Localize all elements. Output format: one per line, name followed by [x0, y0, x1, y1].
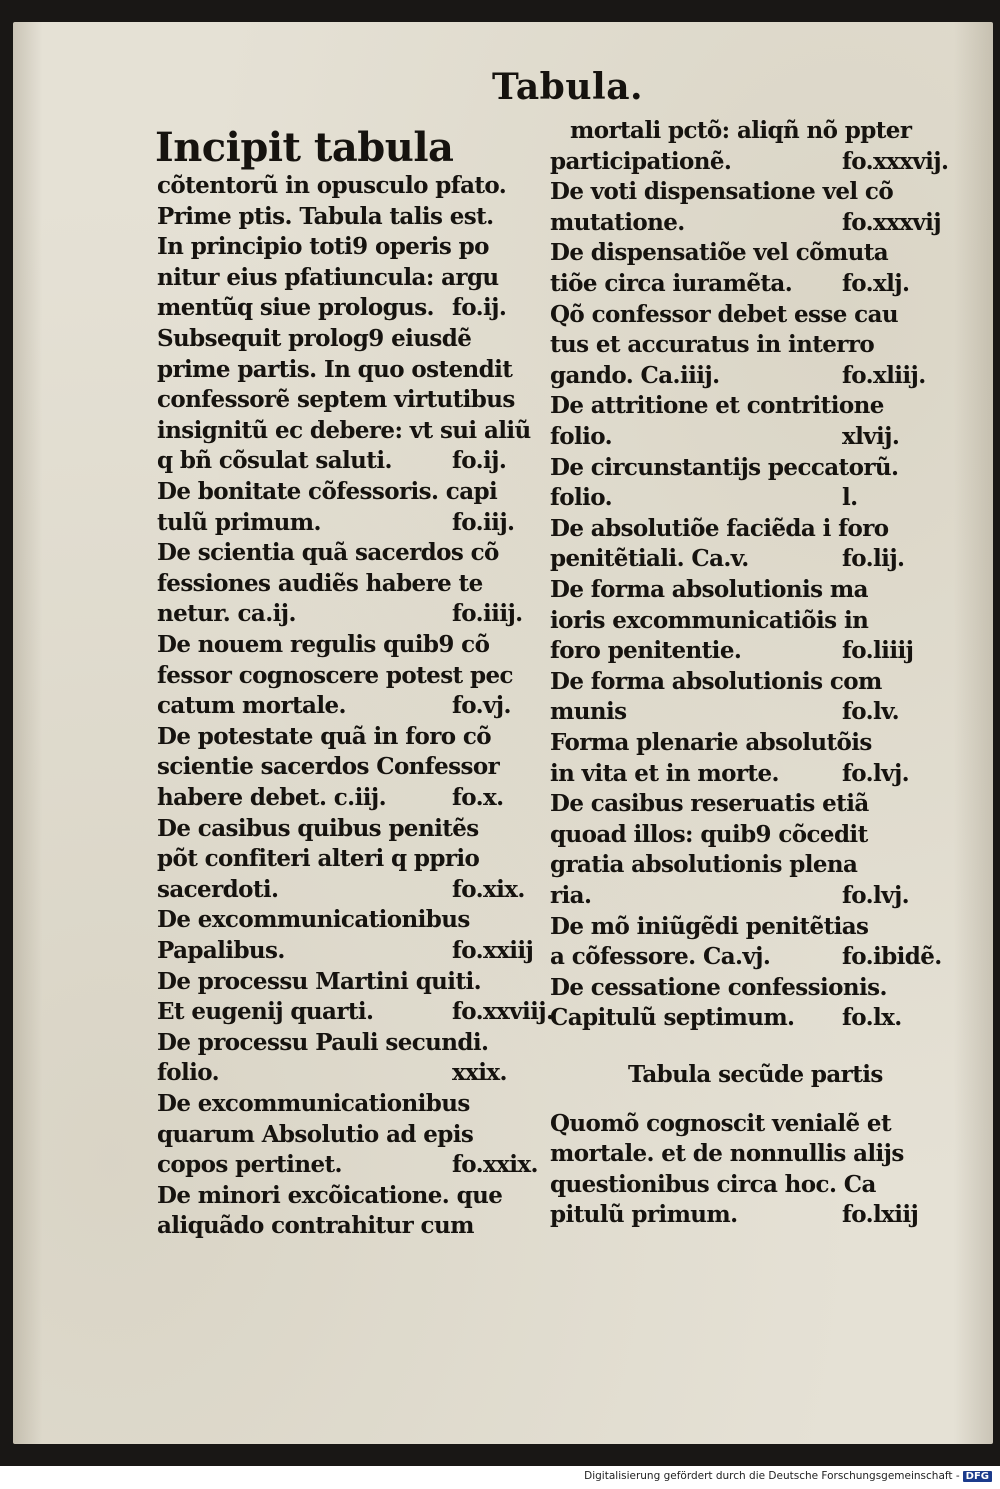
folio-reference: l. [842, 484, 858, 512]
entry-text: foro penitentie. [550, 637, 742, 665]
folio-reference: fo.lvj. [842, 759, 910, 787]
entry-text: De minori excõicatione. que [157, 1181, 503, 1209]
entry-text: a cõfessore. Ca.vj. [550, 943, 771, 971]
folio-reference: fo.vj. [452, 692, 511, 720]
entry-text: De mõ iniũgẽdi penitẽtias [550, 912, 869, 940]
folio-reference: fo.lxiij [842, 1201, 919, 1229]
table-entry-line [157, 937, 534, 965]
entry-text: ria. [550, 882, 592, 909]
table-entry-line [550, 178, 893, 206]
entry-text: q bñ cõsulat saluti. [157, 447, 392, 475]
table-entry-line [550, 790, 869, 818]
table-entry-line [570, 117, 911, 145]
table-entry-line [157, 998, 554, 1026]
table-entry-line [550, 484, 858, 512]
entry-text: tiõe circa iuramẽta. [550, 270, 793, 297]
entry-text: De excommunicationibus [157, 1090, 470, 1117]
table-entry-line [157, 417, 531, 445]
entry-text: De nouem regulis quib9 cõ [157, 631, 490, 658]
table-entry-line [157, 723, 491, 751]
entry-text: De forma absolutionis ma [550, 576, 868, 603]
entry-text: questionibus circa hoc. Ca [550, 1170, 876, 1198]
table-entry-line [550, 1140, 904, 1168]
folio-reference: fo.liiij [842, 637, 914, 665]
entry-text: Papalibus. [157, 937, 285, 964]
entry-text: De voti dispensatione vel cõ [550, 178, 894, 206]
entry-text: mentũq siue prologus. [157, 294, 434, 322]
entry-text: Forma plenarie absolutõis [550, 729, 872, 756]
folio-reference: fo.xliij. [842, 361, 926, 389]
entry-text: De potestate quã in foro cõ [157, 722, 492, 750]
entry-text: in vita et in morte. [550, 759, 779, 787]
dfg-funding-notice [584, 1470, 992, 1482]
entry-text: folio. [550, 423, 613, 450]
table-entry-line [550, 1201, 919, 1229]
table-entry-line [157, 753, 499, 781]
table-entry-line [157, 325, 471, 353]
table-entry-line [157, 294, 507, 322]
table-entry-line [550, 208, 941, 237]
folio-reference: xlvij. [842, 423, 900, 450]
table-entry-line [550, 301, 898, 329]
entry-text: Subsequit prolog9 eiusdẽ [157, 325, 472, 352]
table-entry-line [550, 637, 914, 665]
entry-text: penitẽtiali. Ca.v. [550, 545, 749, 573]
table-entry-line [550, 974, 887, 1002]
table-entry-line [550, 270, 910, 298]
table-entry-line [157, 631, 489, 659]
entry-text: munis [550, 698, 627, 726]
folio-reference: fo.xlj. [842, 270, 910, 297]
folio-reference: fo.x. [452, 784, 504, 811]
entry-text: De processu Martini quiti. [157, 967, 482, 995]
entry-text: De casibus reseruatis etiã [550, 790, 869, 818]
table-entry-line [550, 668, 882, 696]
entry-text: netur. ca.ij. [157, 600, 296, 628]
folio-reference: fo.xxviij. [452, 998, 554, 1026]
entry-text: fessiones audiẽs habere te [157, 569, 483, 597]
table-entry-line [157, 875, 525, 904]
entry-text: habere debet. c.iij. [157, 784, 386, 811]
entry-text: folio. [157, 1059, 220, 1087]
entry-text: Tabula secũde partis [628, 1061, 883, 1088]
folio-reference: fo.ij. [452, 447, 507, 475]
table-entry-line [550, 361, 926, 390]
entry-text: fessor cognoscere potest pec [157, 661, 513, 689]
entry-text: prime partis. In quo ostendit [157, 355, 513, 383]
table-entry-line [157, 1182, 502, 1210]
folio-reference: fo.lvj. [842, 882, 910, 909]
folio-reference: fo.xxiij [452, 937, 534, 964]
table-entry-line [550, 821, 868, 849]
entry-text: mortale. et de nonnullis alijs [550, 1140, 904, 1168]
table-entry-line [157, 815, 479, 843]
table-entry-line [157, 1121, 473, 1149]
table-entry-line [157, 906, 470, 934]
entry-text: scientie sacerdos Confessor [157, 753, 500, 781]
folio-reference: fo.lx. [842, 1004, 902, 1032]
entry-text: folio. [550, 484, 613, 512]
entry-text: aliquãdo contrahitur cum [157, 1212, 474, 1240]
table-entry-line [157, 570, 483, 598]
table-entry-line [157, 1151, 538, 1179]
entry-text: tus et accuratus in interro [550, 331, 875, 359]
running-head: Tabula. [492, 66, 644, 108]
entry-text: gratia absolutionis plena [550, 851, 858, 879]
entry-text: participationẽ. [550, 147, 732, 175]
table-entry-line [157, 845, 479, 873]
folio-reference: fo.xxxvij. [842, 147, 949, 175]
table-entry-line [550, 392, 884, 420]
folio-reference: xxix. [452, 1059, 507, 1087]
entry-text: De excommunicationibus [157, 906, 470, 934]
table-entry-line [550, 729, 872, 757]
table-entry-line [628, 1061, 883, 1089]
table-entry-line [550, 698, 900, 726]
table-entry-line [550, 882, 910, 910]
entry-text: mutatione. [550, 208, 685, 236]
table-entry-line [550, 851, 857, 879]
table-entry-line [157, 692, 511, 720]
entry-text: In principio toti9 operis po [157, 233, 489, 261]
table-entry-line [157, 233, 489, 261]
entry-text: De bonitate cõfessoris. capi [157, 478, 498, 505]
incipit-heading: Incipit tabula [155, 124, 454, 171]
folio-reference: fo.iij. [452, 508, 515, 536]
table-entry-line [157, 356, 512, 384]
table-entry-line [550, 607, 868, 635]
entry-text: De cessatione confessionis. [550, 973, 887, 1001]
table-entry-line [550, 147, 949, 176]
table-entry-line [157, 784, 504, 812]
entry-text: ioris excommunicatiõis in [550, 606, 869, 634]
table-entry-line [157, 203, 494, 231]
entry-text: confessorẽ septem virtutibus [157, 386, 515, 414]
entry-text: De casibus quibus penitẽs [157, 814, 479, 842]
table-entry-line [550, 515, 888, 543]
table-entry-line [550, 239, 888, 267]
table-entry-line [550, 545, 905, 573]
folio-reference: fo.iiij. [452, 600, 523, 628]
folio-reference: fo.lij. [842, 545, 905, 573]
table-entry-line [550, 331, 874, 359]
entry-text: cõtentorũ in opusculo pfato. [157, 172, 507, 199]
table-entry-line [550, 423, 900, 451]
entry-text: De processu Pauli secundi. [157, 1028, 489, 1056]
table-entry-line [550, 759, 910, 788]
folio-reference: fo.lv. [842, 698, 900, 726]
table-entry-line [550, 576, 868, 604]
entry-text: Capitulũ septimum. [550, 1004, 795, 1032]
entry-text: quoad illos: quib9 cõcedit [550, 820, 868, 848]
entry-text: De dispensatiõe vel cõmuta [550, 239, 889, 267]
entry-text: catum mortale. [157, 692, 346, 720]
table-entry-line [157, 508, 515, 537]
entry-text: De forma absolutionis com [550, 667, 882, 695]
entry-text: põt confiteri alteri q pprio [157, 845, 480, 873]
entry-text: sacerdoti. [157, 875, 279, 903]
table-entry-line [157, 662, 513, 690]
table-entry-line [157, 1090, 470, 1118]
entry-text: nitur eius pfatiuncula: argu [157, 263, 499, 291]
entry-text: tulũ primum. [157, 508, 321, 536]
entry-text: De attritione et contritione [550, 392, 884, 420]
table-entry-line [157, 1059, 507, 1087]
table-entry-line [550, 943, 942, 971]
folio-reference: fo.ibidẽ. [842, 943, 942, 971]
table-entry-line [550, 1004, 902, 1032]
folio-reference: fo.xix. [452, 875, 525, 903]
table-entry-line [157, 478, 497, 506]
folio-reference: fo.xxxvij [842, 208, 941, 236]
table-entry-line [550, 454, 898, 482]
table-entry-line [157, 600, 523, 628]
entry-text: mortali pctõ: aliqñ nõ ppter [570, 117, 912, 144]
table-entry-line [157, 1029, 488, 1057]
entry-text: Qõ confessor debet esse cau [550, 300, 899, 328]
folio-reference: fo.xxix. [452, 1151, 538, 1179]
entry-text: De circunstantijs peccatorũ. [550, 453, 899, 481]
footer-text: Digitalisierung gefördert durch die Deutsche Forschungsgemeinschaft - [584, 1470, 960, 1482]
entry-text: quarum Absolutio ad epis [157, 1120, 474, 1148]
entry-text: Quomõ cognoscit venialẽ et [550, 1109, 891, 1137]
table-entry-line [157, 968, 481, 996]
table-entry-line [157, 1212, 474, 1240]
entry-text: Et eugenij quarti. [157, 998, 374, 1026]
table-entry-line [157, 172, 506, 200]
table-entry-line [157, 539, 499, 567]
entry-text: De absolutiõe faciẽda i foro [550, 514, 889, 542]
entry-text: gando. Ca.iiij. [550, 361, 720, 389]
entry-text: De scientia quã sacerdos cõ [157, 539, 499, 567]
table-entry-line [157, 264, 499, 292]
folio-reference: fo.ij. [452, 294, 507, 322]
entry-text: copos pertinet. [157, 1151, 342, 1179]
entry-text: pitulũ primum. [550, 1201, 738, 1229]
table-entry-line [157, 386, 515, 414]
table-entry-line [157, 447, 507, 475]
entry-text: Prime ptis. Tabula talis est. [157, 202, 494, 230]
dfg-logo: DFG [963, 1471, 992, 1482]
entry-text: insignitũ ec debere: vt sui aliũ [157, 416, 531, 444]
table-entry-line [550, 1171, 876, 1199]
table-entry-line [550, 913, 868, 941]
table-entry-line [550, 1110, 891, 1138]
